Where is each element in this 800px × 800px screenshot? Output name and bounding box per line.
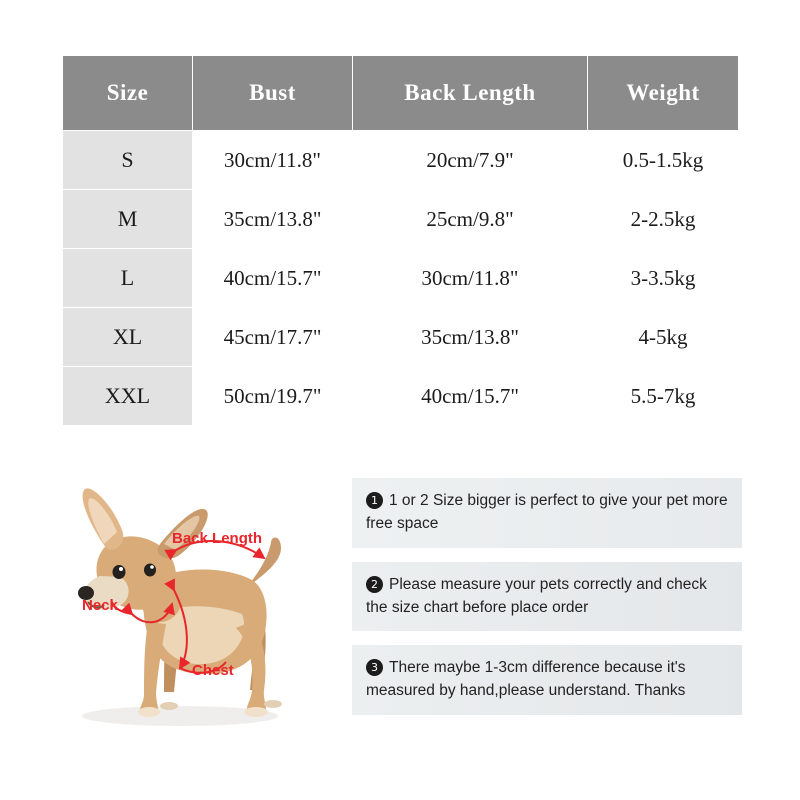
cell-bust: 50cm/19.7" bbox=[193, 367, 353, 426]
cell-weight: 4-5kg bbox=[588, 308, 739, 367]
note-text: Please measure your pets correctly and check the size chart before place order bbox=[366, 575, 707, 616]
diagram-label-back-length: Back Length bbox=[172, 530, 263, 547]
list-item bbox=[352, 562, 742, 632]
cell-size: XXL bbox=[63, 367, 193, 426]
diagram-label-chest: Chest bbox=[192, 662, 234, 679]
column-header-weight: Weight bbox=[588, 56, 739, 131]
column-header-size: Size bbox=[63, 56, 193, 131]
cell-weight: 0.5-1.5kg bbox=[588, 131, 739, 190]
size-chart-header-row bbox=[63, 56, 739, 131]
cell-bust: 30cm/11.8" bbox=[193, 131, 353, 190]
size-chart-table bbox=[62, 55, 739, 426]
cell-weight: 5.5-7kg bbox=[588, 367, 739, 426]
cell-bust: 45cm/17.7" bbox=[193, 308, 353, 367]
list-item bbox=[352, 478, 742, 548]
cell-bust: 40cm/15.7" bbox=[193, 249, 353, 308]
cell-back-length: 40cm/15.7" bbox=[353, 367, 588, 426]
cell-back-length: 25cm/9.8" bbox=[353, 190, 588, 249]
cell-back-length: 20cm/7.9" bbox=[353, 131, 588, 190]
cell-size: XL bbox=[63, 308, 193, 367]
table-row bbox=[63, 367, 739, 426]
cell-bust: 35cm/13.8" bbox=[193, 190, 353, 249]
cell-back-length: 30cm/11.8" bbox=[353, 249, 588, 308]
column-header-bust: Bust bbox=[193, 56, 353, 131]
note-text: 1 or 2 Size bigger is perfect to give your pet more free space bbox=[366, 492, 728, 533]
cell-size: S bbox=[63, 131, 193, 190]
diagram-label-neck: Neck bbox=[82, 597, 118, 614]
cell-size: L bbox=[63, 249, 193, 308]
dog-measurement-diagram bbox=[40, 462, 340, 762]
cell-back-length: 35cm/13.8" bbox=[353, 308, 588, 367]
size-chart-table-container bbox=[62, 55, 738, 426]
list-item bbox=[352, 645, 742, 715]
note-number-badge: 2 bbox=[366, 576, 383, 593]
measurement-guide-section bbox=[0, 462, 800, 762]
table-row bbox=[63, 131, 739, 190]
cell-weight: 2-2.5kg bbox=[588, 190, 739, 249]
table-row bbox=[63, 249, 739, 308]
note-number-badge: 3 bbox=[366, 659, 383, 676]
size-chart-body bbox=[63, 131, 739, 426]
table-row bbox=[63, 308, 739, 367]
table-row bbox=[63, 190, 739, 249]
column-header-back-length: Back Length bbox=[353, 56, 588, 131]
cell-size: M bbox=[63, 190, 193, 249]
notes-list bbox=[352, 478, 742, 729]
note-number-badge: 1 bbox=[366, 492, 383, 509]
cell-weight: 3-3.5kg bbox=[588, 249, 739, 308]
note-text: There maybe 1-3cm difference because it's measured by hand,please understand. Thanks bbox=[366, 659, 686, 700]
